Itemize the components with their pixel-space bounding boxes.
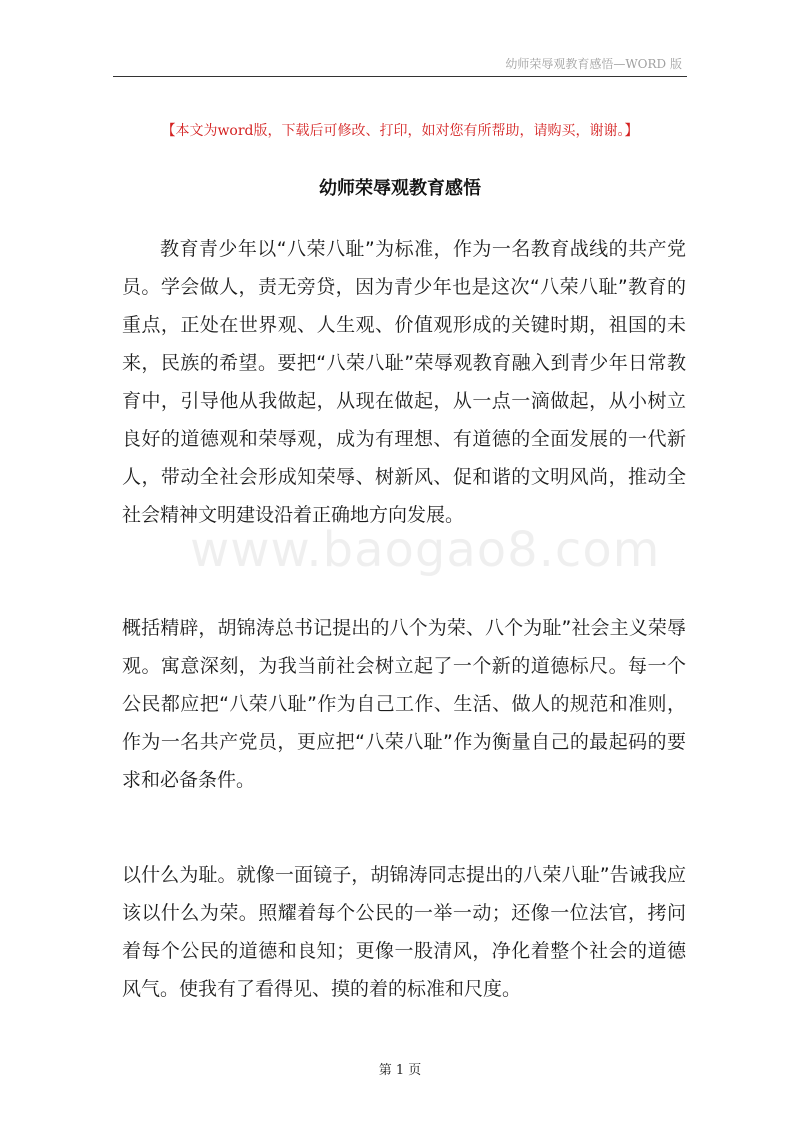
header-divider	[113, 76, 687, 77]
paragraph-1: 教育青少年以“八荣八耻”为标准，作为一名教育战线的共产党员。学会做人，责无旁贷，因为青少年也是这次“八荣八耻”教育的重点，正处在世界观、人生观、价值观形成的关键时期，祖国的未来，民族的希望。要把“八荣八耻”荣辱观教育融入到青少年日常教育中，引导他从我做起，从现在做起，从一点一滴做起，从小树立良好的道德观和荣辱观，成为有理想、有道德的全面发展的一代新人，带动全社会形成知荣辱、树新风、促和谐的文明风尚，推动全社会精神文明建设沿着正确地方向发展。	[122, 238, 686, 526]
paragraph-3: 以什么为耻。就像一面镜子，胡锦涛同志提出的八荣八耻”告诫我应该以什么为荣。照耀着每个公民的一举一动；还像一位法官，拷问着每个公民的道德和良知；更像一股清风，净化着整个社会的道德风气。使我有了看得见、摸的着的标准和尺度。	[122, 864, 686, 1000]
page-number: 第 1 页	[378, 1063, 422, 1078]
download-notice: 【本文为word版，下载后可修改、打印，如对您有所帮助，请购买，谢谢。】	[161, 123, 639, 139]
watermark: www.baogao8.com	[190, 522, 661, 578]
paragraph-2: 概括精辟，胡锦涛总书记提出的八个为荣、八个为耻”社会主义荣辱观。寓意深刻，为我当前社会树立起了一个新的道德标尺。每一个公民都应把“八荣八耻”作为自己工作、生活、做人的规范和准则，作为一名共产党员，更应把“八荣八耻”作为衡量自己的最起码的要求和必备条件。	[122, 617, 686, 791]
document-title: 幼师荣辱观教育感悟	[319, 178, 481, 199]
running-header: 幼师荣辱观教育感悟—WORD 版	[505, 57, 682, 71]
